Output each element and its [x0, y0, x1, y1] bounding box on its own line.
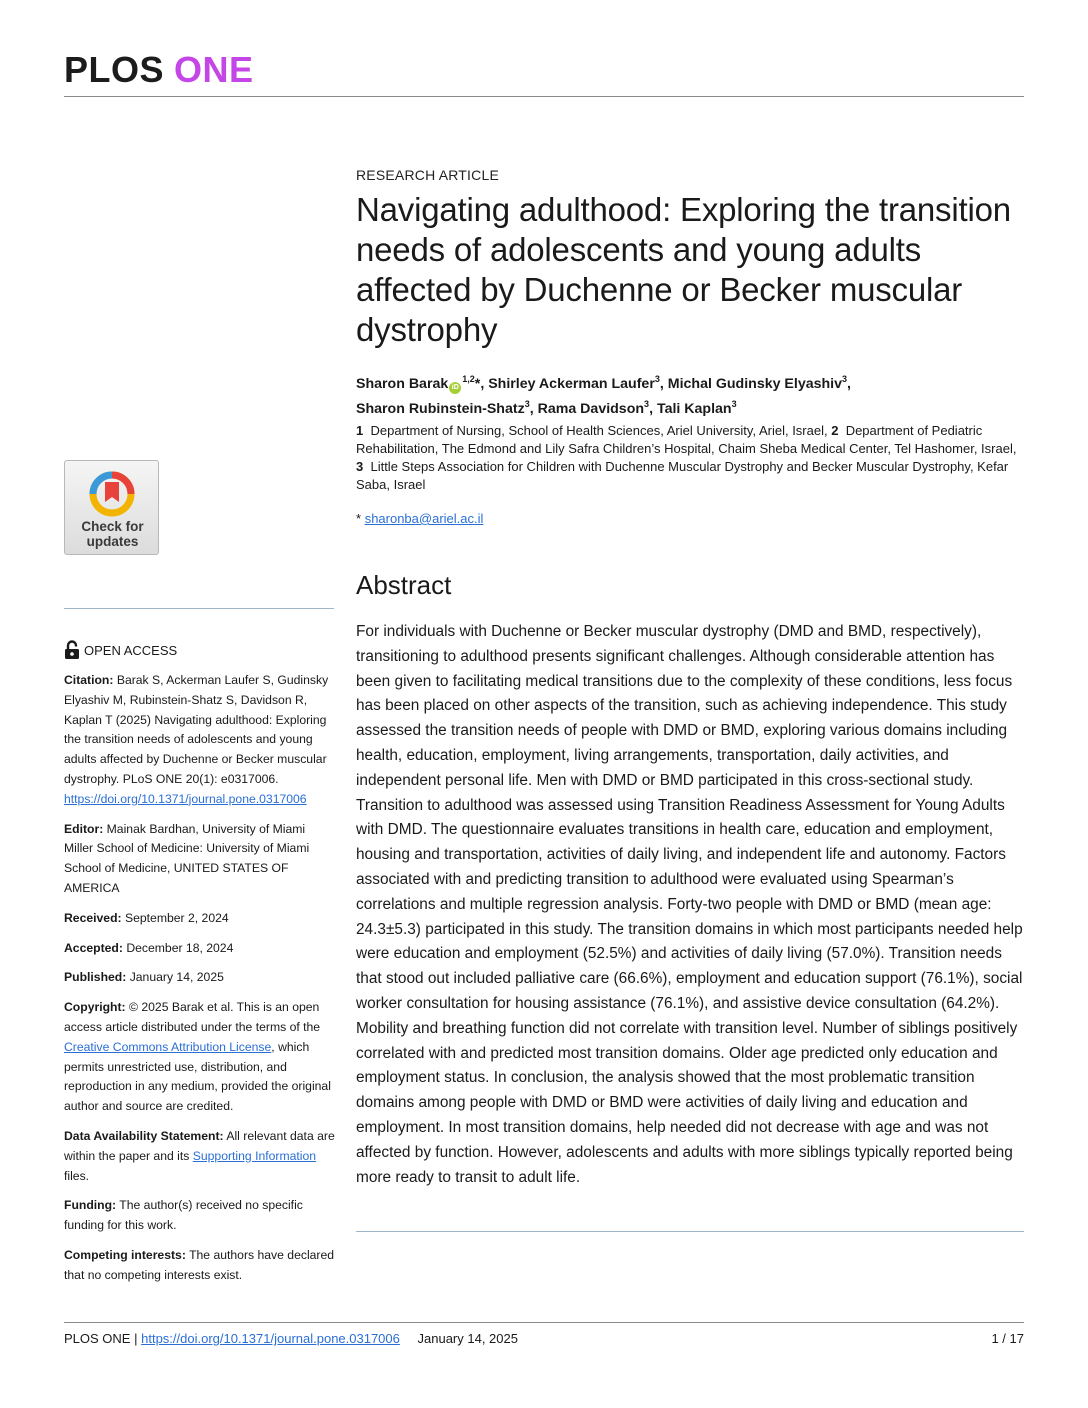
competing-interests-block	[64, 1246, 336, 1286]
sidebar-divider	[64, 608, 334, 609]
copyright-block	[64, 998, 336, 1117]
crossmark-line-1: Check for	[81, 519, 144, 534]
author-name[interactable]: Sharon Rubinstein-Shatz	[356, 401, 525, 417]
published-label: Published:	[64, 970, 127, 985]
open-access-label	[64, 640, 177, 660]
copyright-label: Copyright:	[64, 1000, 126, 1015]
open-access-text: OPEN ACCESS	[84, 642, 178, 658]
author-affiliation-sup: 3	[644, 399, 650, 409]
affiliations	[356, 422, 1028, 494]
author-name[interactable]: Shirley Ackerman Laufer	[488, 376, 655, 392]
logo-one: ONE	[174, 49, 254, 90]
received-label: Received:	[64, 910, 122, 925]
author-name[interactable]: Tali Kaplan	[656, 401, 732, 417]
data-availability-text: All relevant data are within the paper and its	[64, 1128, 335, 1163]
crossmark-label	[65, 519, 160, 549]
page-number: 1 / 17	[991, 1331, 1024, 1346]
author-affiliation-sup: 1,2	[462, 374, 475, 384]
received-block	[64, 909, 336, 929]
crossmark-icon	[87, 469, 137, 519]
footer-doi-link[interactable]: https://doi.org/10.1371/journal.pone.0317006	[141, 1331, 400, 1346]
data-availability-tail: files.	[64, 1168, 90, 1183]
abstract-heading: Abstract	[356, 570, 452, 600]
author-list: Sharon Barak iD$^{1,2}$*, Shirley Ackerman Laufer$^3$, Michal Gudinsky Elyashiv$^3$, Sharon Rubinstein-Shatz$^3$, Rama Davidson$^3$, Tali Kaplan$^3$	[356, 374, 851, 417]
published-date: January 14, 2025	[129, 970, 224, 985]
affiliation-text: Department of Pediatric Rehabilitation, The Edmond and Lily Safra Children’s Hospital, Chaim Sheba Medical Center, Tel Hashomer, Israel,	[356, 423, 1017, 456]
author-affiliation-sup: 3	[731, 399, 737, 409]
editor-label: Editor:	[64, 821, 104, 836]
affiliation-text: Little Steps Association for Children with Duchenne Muscular Dystrophy and Becker Muscular Dystrophy, Kefar Saba, Israel	[356, 459, 1009, 492]
supporting-information-link[interactable]: Supporting Information	[192, 1148, 317, 1163]
affiliation-number: 2	[831, 423, 839, 438]
crossmark-line-2: updates	[86, 534, 139, 549]
article-title: Navigating adulthood: Exploring the transition needs of adolescents and young adults affected by Duchenne or Becker muscular dystrophy	[356, 191, 1011, 348]
journal-logo	[64, 49, 254, 90]
data-availability-block	[64, 1127, 336, 1186]
published-block	[64, 968, 336, 988]
page-footer	[64, 1331, 1024, 1346]
corresponding-email-link[interactable]: sharonba@ariel.ac.il	[364, 511, 484, 526]
citation-block	[64, 671, 336, 810]
footer-separator: |	[134, 1331, 138, 1346]
check-for-updates-badge[interactable]	[64, 460, 159, 555]
footer-date: January 14, 2025	[417, 1331, 518, 1346]
article-info-sidebar	[64, 671, 336, 1296]
copyright-text-tail: , which permits unrestricted use, distribution, and reproduction in any medium, provided the original author and source are credited.	[64, 1039, 331, 1114]
received-date: September 2, 2024	[124, 910, 229, 925]
corresponding-mark: *	[356, 511, 362, 526]
citation-doi-link[interactable]: https://doi.org/10.1371/journal.pone.0317006	[64, 791, 307, 806]
logo-plos: PLOS	[64, 49, 165, 90]
author-affiliation-sup: 3	[842, 374, 848, 384]
accepted-label: Accepted:	[64, 940, 123, 955]
competing-interests-text: The authors have declared that no competing interests exist.	[64, 1247, 335, 1282]
citation-text: Barak S, Ackerman Laufer S, Gudinsky Elyashiv M, Rubinstein-Shatz S, Davidson R, Kaplan T (2025) Navigating adulthood: Exploring the transition needs of adolescents and young adults affected by Duchenne or Becker muscular dystrophy. PLoS ONE 20(1): e0317006.	[64, 673, 329, 786]
abstract-text: For individuals with Duchenne or Becker muscular dystrophy (DMD and BMD, respectively), transitioning to adulthood presents significant challenges. Although considerable attention has been given to facilitating medical transitions due to the complexity of these conditions, less focus has been placed on other aspects of the transition, such as achieving independence. This study assessed the transition needs of people with DMD or BMD, exploring various domains including health, education, employment, living arrangements, transportation, daily activities, and independent personal life. Men with DMD or BMD participated in this cross-sectional study. Transition to adulthood was assessed using Transition Readiness Assessment for Young Adults with DMD. The questionnaire evaluates transitions in health care, education and employment, housing and transportation, activities of daily living, and independent life and autonomy. Factors associated with and predicting transition to adulthood were evaluated using Spearman’s correlations and multiple regression analysis. Forty-two people with DMD or BMD (mean age: 24.3±5.3) participated in this study. The transition domains in which most participants needed help were education and employment (52.5%) and activities of daily living (57.0%). Transition needs that stood out included palliative care (66.6%), employment and education support (76.1%), social worker consultation for housing assistance (76.1%), and assistive device consultation (64.2%). Mobility and breathing function did not correlate with transition level. Number of siblings positively correlated with and predicted most transition domains. Older age predicted only education and employment status. In conclusion, the analysis showed that the most problematic transition domains among people with DMD or BMD were activities of daily living and education and employment. In most transition domains, help needed did not decrease with age and was not affected by function. However, adolescents and adults with more siblings typically reported being more ready to transit to adult life.	[356, 623, 1023, 1186]
competing-interests-label: Competing interests:	[64, 1247, 186, 1262]
editor-block	[64, 820, 336, 899]
citation-label: Citation:	[64, 673, 114, 687]
author-name[interactable]: Rama Davidson	[537, 401, 645, 417]
funding-block	[64, 1196, 336, 1236]
affiliation-number: 1	[356, 423, 364, 438]
accepted-date: December 18, 2024	[126, 940, 234, 955]
author-affiliation-sup: 3	[654, 374, 660, 384]
funding-label: Funding:	[64, 1198, 117, 1213]
corresponding-star: *	[474, 376, 481, 392]
author-name[interactable]: Michal Gudinsky Elyashiv	[667, 376, 843, 392]
data-availability-label: Data Availability Statement:	[64, 1128, 224, 1143]
funding-text: The author(s) received no specific funding for this work.	[64, 1198, 303, 1233]
affiliation-number: 3	[356, 459, 364, 474]
editor-text: Mainak Bardhan, University of Miami Miller School of Medicine: University of Miami School of Medicine, UNITED STATES OF AMERICA	[64, 821, 310, 895]
copyright-text: © 2025 Barak et al. This is an open access article distributed under the terms of the	[64, 1000, 321, 1034]
author-affiliation-sup: 3	[524, 399, 530, 409]
open-lock-icon	[64, 640, 80, 660]
orcid-icon[interactable]: iD	[449, 382, 461, 394]
abstract-divider	[356, 1231, 1024, 1232]
article-type: RESEARCH ARTICLE	[356, 167, 499, 183]
accepted-block	[64, 939, 336, 959]
corresponding-author	[356, 511, 483, 526]
affiliation-text: Department of Nursing, School of Health Sciences, Ariel University, Ariel, Israel,	[370, 423, 828, 438]
header-divider	[64, 96, 1024, 97]
footer-journal: PLOS ONE	[64, 1331, 131, 1346]
author-name[interactable]: Sharon Barak	[356, 376, 449, 392]
footer-divider	[64, 1322, 1024, 1323]
license-link[interactable]: Creative Commons Attribution License	[64, 1039, 272, 1054]
